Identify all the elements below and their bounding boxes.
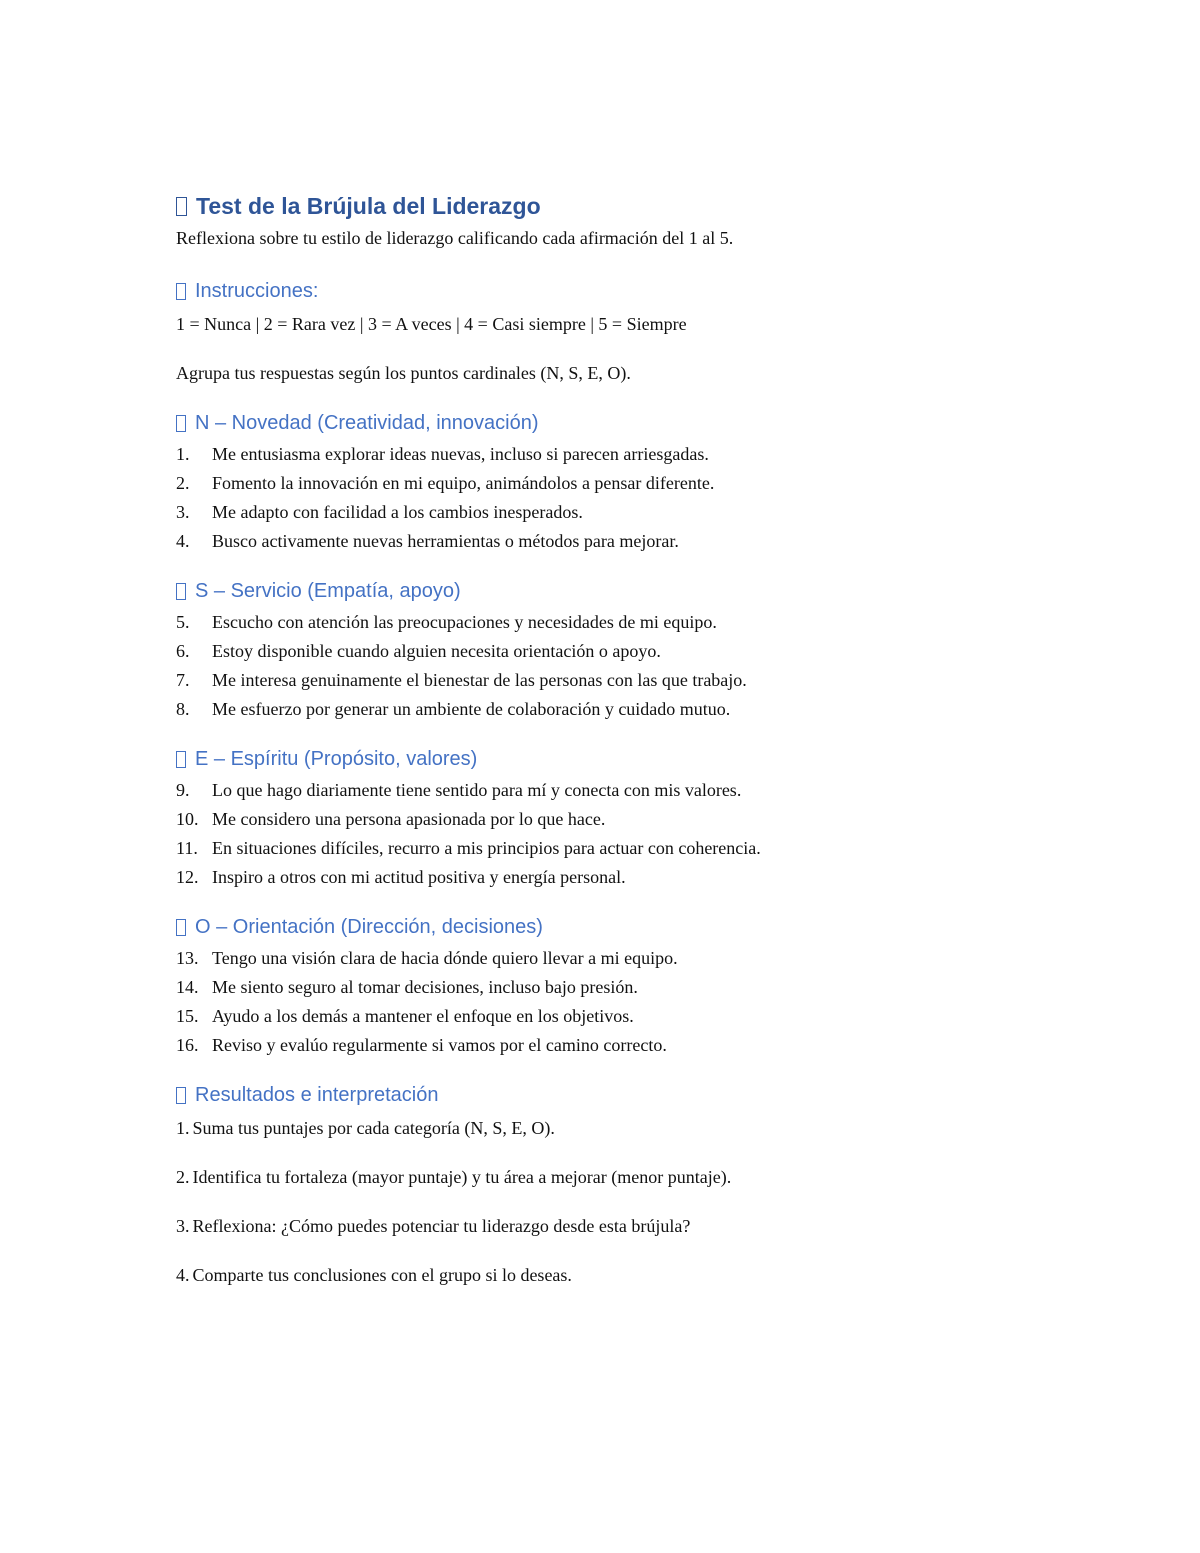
grouping-note: Agrupa tus respuestas según los puntos cardinales (N, S, E, O). <box>176 363 631 383</box>
item-text: Me adapto con facilidad a los cambios inesperados. <box>212 502 583 522</box>
list-item <box>176 973 1096 1002</box>
document-body <box>176 190 1096 1289</box>
list-item <box>176 440 1096 469</box>
result-item <box>176 1212 1096 1240</box>
missing-glyph-icon <box>176 197 187 216</box>
item-text: Suma tus puntajes por cada categoría (N, S, E, O). <box>192 1118 555 1138</box>
item-text: Me interesa genuinamente el bienestar de las personas con las que trabajo. <box>212 670 747 690</box>
item-text: Escucho con atención las preocupaciones y necesidades de mi equipo. <box>212 612 717 632</box>
item-number: 2. <box>176 1167 190 1187</box>
section-heading-text: E – Espíritu (Propósito, valores) <box>195 748 478 770</box>
section-list-o <box>176 944 1096 1060</box>
list-item <box>176 666 1096 695</box>
section-heading-o <box>176 912 1096 942</box>
item-text: Tengo una visión clara de hacia dónde quiero llevar a mi equipo. <box>212 948 678 968</box>
section-heading-text: N – Novedad (Creatividad, innovación) <box>195 412 539 434</box>
item-text: Me esfuerzo por generar un ambiente de colaboración y cuidado mutuo. <box>212 699 731 719</box>
document-title <box>176 190 1096 222</box>
list-item <box>176 1002 1096 1031</box>
results-heading <box>176 1080 1096 1110</box>
item-text: Lo que hago diariamente tiene sentido para mí y conecta con mis valores. <box>212 780 742 800</box>
list-item <box>176 944 1096 973</box>
list-item <box>176 695 1096 724</box>
missing-glyph-icon <box>176 415 186 432</box>
rating-scale: 1 = Nunca | 2 = Rara vez | 3 = A veces | 4 = Casi siempre | 5 = Siempre <box>176 314 687 334</box>
section-heading-n <box>176 408 1096 438</box>
section-list-n <box>176 440 1096 556</box>
item-number: 2. <box>176 473 190 493</box>
section-heading-e <box>176 744 1096 774</box>
item-text: Comparte tus conclusiones con el grupo si lo deseas. <box>192 1265 572 1285</box>
item-text: Ayudo a los demás a mantener el enfoque en los objetivos. <box>212 1006 634 1026</box>
item-text: Me entusiasma explorar ideas nuevas, incluso si parecen arriesgadas. <box>212 444 709 464</box>
item-number: 12. <box>176 867 199 887</box>
item-text: Me considero una persona apasionada por lo que hace. <box>212 809 606 829</box>
missing-glyph-icon <box>176 583 186 600</box>
intro-text: Reflexiona sobre tu estilo de liderazgo calificando cada afirmación del 1 al 5. <box>176 228 734 248</box>
results-heading-text: Resultados e interpretación <box>195 1084 439 1106</box>
item-number: 4. <box>176 531 190 551</box>
list-item <box>176 608 1096 637</box>
item-number: 15. <box>176 1006 199 1026</box>
item-number: 13. <box>176 948 199 968</box>
list-item <box>176 498 1096 527</box>
item-number: 7. <box>176 670 190 690</box>
result-item <box>176 1114 1096 1142</box>
item-text: Busco activamente nuevas herramientas o métodos para mejorar. <box>212 531 679 551</box>
list-item <box>176 637 1096 666</box>
item-number: 1. <box>176 444 190 464</box>
title-text: Test de la Brújula del Liderazgo <box>196 193 541 219</box>
list-item <box>176 469 1096 498</box>
list-item <box>176 527 1096 556</box>
item-number: 8. <box>176 699 190 719</box>
missing-glyph-icon <box>176 919 186 936</box>
result-item <box>176 1261 1096 1289</box>
item-text: Me siento seguro al tomar decisiones, incluso bajo presión. <box>212 977 638 997</box>
item-number: 9. <box>176 780 190 800</box>
item-text: Inspiro a otros con mi actitud positiva y energía personal. <box>212 867 626 887</box>
list-item <box>176 805 1096 834</box>
item-number: 4. <box>176 1265 190 1285</box>
item-number: 3. <box>176 502 190 522</box>
item-text: Fomento la innovación en mi equipo, animándolos a pensar diferente. <box>212 473 715 493</box>
list-item <box>176 776 1096 805</box>
item-text: Identifica tu fortaleza (mayor puntaje) y tu área a mejorar (menor puntaje). <box>192 1167 732 1187</box>
item-text: Reviso y evalúo regularmente si vamos por el camino correcto. <box>212 1035 667 1055</box>
item-text: Reflexiona: ¿Cómo puedes potenciar tu liderazgo desde esta brújula? <box>192 1216 691 1236</box>
item-number: 5. <box>176 612 190 632</box>
missing-glyph-icon <box>176 283 186 300</box>
item-text: En situaciones difíciles, recurro a mis principios para actuar con coherencia. <box>212 838 761 858</box>
section-heading-text: S – Servicio (Empatía, apoyo) <box>195 580 461 602</box>
section-list-e <box>176 776 1096 892</box>
item-number: 6. <box>176 641 190 661</box>
section-heading-text: O – Orientación (Dirección, decisiones) <box>195 916 543 938</box>
section-heading-s <box>176 576 1096 606</box>
item-number: 11. <box>176 838 198 858</box>
section-list-s <box>176 608 1096 724</box>
list-item <box>176 1031 1096 1060</box>
item-text: Estoy disponible cuando alguien necesita orientación o apoyo. <box>212 641 661 661</box>
list-item <box>176 834 1096 863</box>
item-number: 10. <box>176 809 199 829</box>
item-number: 16. <box>176 1035 199 1055</box>
missing-glyph-icon <box>176 1087 186 1104</box>
instructions-heading-text: Instrucciones: <box>195 280 319 302</box>
missing-glyph-icon <box>176 751 186 768</box>
result-item <box>176 1163 1096 1191</box>
list-item <box>176 863 1096 892</box>
item-number: 14. <box>176 977 199 997</box>
instructions-heading <box>176 276 1096 306</box>
item-number: 3. <box>176 1216 190 1236</box>
item-number: 1. <box>176 1118 190 1138</box>
